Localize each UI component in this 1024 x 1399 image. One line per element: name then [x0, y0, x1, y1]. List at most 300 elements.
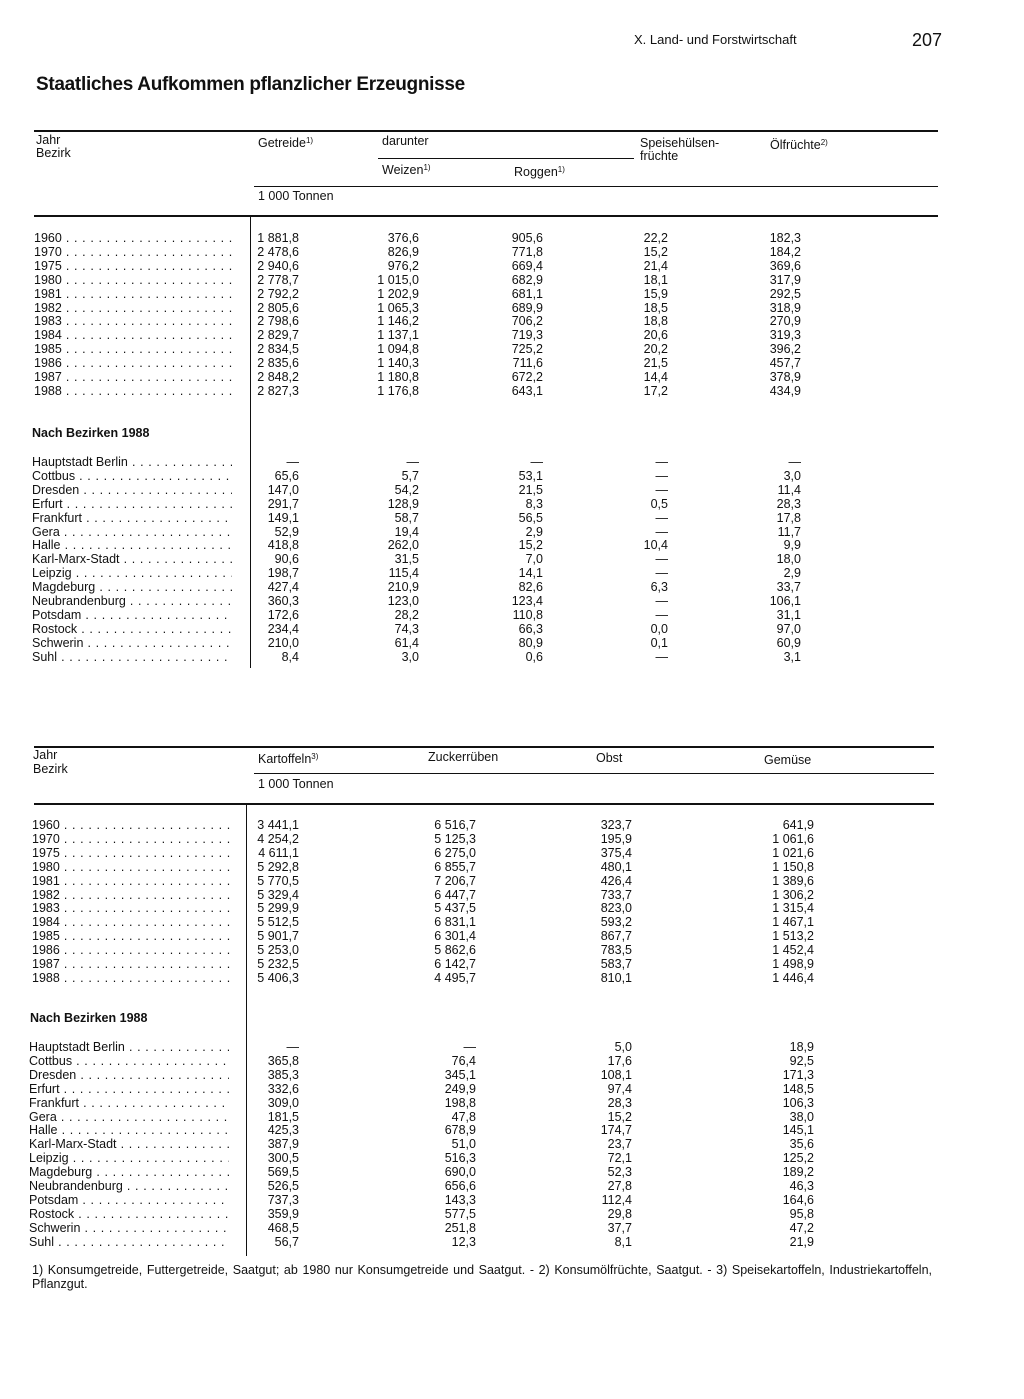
table-row — [0, 1082, 1024, 1096]
cell-roggen: 80,9 — [518, 635, 543, 650]
cell-obst: 97,4 — [607, 1081, 632, 1096]
cell-kartoffeln: 4 611,1 — [258, 845, 299, 860]
cell-roggen: 56,5 — [518, 510, 543, 525]
cell-obst: 27,8 — [607, 1179, 632, 1193]
cell-kartoffeln: 468,5 — [267, 1220, 299, 1235]
cell-weizen: — — [406, 455, 419, 469]
cell-kartoffeln: 300,5 — [267, 1151, 299, 1166]
cell-gemuese: 92,5 — [789, 1053, 814, 1068]
cell-oelfruechte: 457,7 — [769, 356, 801, 371]
cell-getreide: 52,9 — [274, 524, 299, 539]
cell-weizen: 1 146,2 — [377, 314, 419, 329]
cell-gemuese: 125,2 — [782, 1151, 814, 1166]
cell-getreide: — — [286, 455, 299, 469]
cell-speisehuelsenfruechte: — — [655, 566, 668, 581]
table-row — [0, 1096, 1024, 1110]
cell-roggen: 905,6 — [511, 231, 543, 245]
table-row — [0, 1068, 1024, 1082]
table-row — [0, 1054, 1024, 1068]
cell-obst: 112,4 — [601, 1192, 632, 1207]
cell-roggen: 689,9 — [511, 300, 543, 315]
cell-oelfruechte: 184,2 — [769, 244, 801, 259]
cell-zuckerrueben: 251,8 — [444, 1220, 476, 1235]
cell-kartoffeln: 3 441,1 — [257, 818, 299, 832]
cell-kartoffeln: 737,3 — [267, 1192, 299, 1207]
running-header-section: X. Land- und Forstwirtschaft — [634, 32, 797, 47]
cell-speisehuelsenfruechte: 0,0 — [650, 621, 668, 636]
cell-kartoffeln: 569,5 — [267, 1165, 299, 1180]
cell-roggen: 706,2 — [511, 314, 543, 329]
cell-obst: 867,7 — [600, 929, 632, 944]
cell-speisehuelsenfruechte: 18,1 — [643, 272, 668, 287]
cell-gemuese: 1 389,6 — [772, 873, 814, 888]
cell-kartoffeln: 359,9 — [267, 1206, 299, 1221]
row-label: Neubrandenburg . . . — [32, 594, 232, 608]
row-label: 1980 . . . — [32, 860, 232, 874]
cell-gemuese: 1 306,2 — [772, 887, 814, 902]
table-row — [0, 1123, 1024, 1137]
cell-zuckerrueben: 6 516,7 — [434, 818, 476, 832]
cell-zuckerrueben: 5 437,5 — [434, 901, 476, 916]
cell-roggen: 110,8 — [512, 607, 543, 622]
table-row — [0, 1151, 1024, 1165]
cell-gemuese: 1 061,6 — [772, 831, 814, 846]
cell-obst: 37,7 — [607, 1220, 632, 1235]
cell-weizen: 262,0 — [387, 538, 419, 553]
cell-kartoffeln: 5 770,5 — [257, 873, 299, 888]
cell-gemuese: 35,6 — [789, 1137, 814, 1152]
cell-zuckerrueben: 656,6 — [444, 1179, 476, 1193]
cell-oelfruechte: 319,3 — [769, 328, 801, 343]
cell-zuckerrueben: 47,8 — [451, 1109, 476, 1124]
header-speisehuelsen-1: Speisehülsen- — [640, 136, 720, 150]
cell-oelfruechte: 270,9 — [769, 314, 801, 329]
cell-weizen: 1 202,9 — [377, 286, 419, 301]
cell-obst: 583,7 — [600, 957, 632, 971]
cell-gemuese: 1 452,4 — [772, 943, 814, 958]
row-label: 1988 . . . — [32, 971, 232, 985]
cell-weizen: 1 180,8 — [377, 370, 419, 384]
cell-roggen: 2,9 — [525, 524, 543, 539]
cell-obst: 174,7 — [600, 1123, 632, 1138]
cell-kartoffeln: 332,6 — [267, 1081, 299, 1096]
row-label: Karl-Marx-Stadt . . . — [29, 1137, 229, 1151]
table-row — [0, 846, 1024, 860]
cell-weizen: 54,2 — [394, 482, 419, 497]
cell-getreide: 2 805,6 — [257, 300, 299, 315]
row-label: Neubrandenburg . . . — [29, 1179, 229, 1193]
section-label-bezirke: Nach Bezirken 1988 — [30, 1011, 148, 1025]
cell-kartoffeln: 4 254,2 — [257, 831, 299, 846]
cell-gemuese: 145,1 — [782, 1123, 814, 1138]
row-label: 1985 . . . — [32, 929, 232, 943]
cell-speisehuelsenfruechte: 18,5 — [643, 300, 668, 315]
row-label: Magdeburg . . . — [32, 580, 232, 594]
cell-roggen: 643,1 — [511, 383, 543, 398]
footnotes: 1) Konsumgetreide, Futtergetreide, Saatgut; ab 1980 nur Konsumgetreide und Saatgut. - 2) Konsumölfrüchte, Saatgut. - 3) Speisekartoffeln, Industriekartoffeln, Pflanzgut. — [32, 1263, 932, 1291]
cell-obst: 72,1 — [607, 1151, 632, 1166]
cell-getreide: 198,7 — [267, 566, 299, 581]
cell-gemuese: 18,9 — [789, 1040, 814, 1054]
cell-speisehuelsenfruechte: 17,2 — [643, 383, 668, 398]
cell-roggen: 14,1 — [518, 566, 543, 581]
cell-obst: 823,0 — [600, 901, 632, 916]
row-label: 1988 . . . — [34, 384, 234, 398]
cell-oelfruechte: 378,9 — [769, 370, 801, 384]
cell-gemuese: 148,5 — [782, 1081, 814, 1096]
cell-speisehuelsenfruechte: 18,8 — [643, 314, 668, 329]
cell-getreide: 2 940,6 — [257, 258, 299, 273]
cell-gemuese: 1 150,8 — [772, 859, 814, 874]
cell-weizen: 376,6 — [387, 231, 419, 245]
cell-weizen: 1 176,8 — [377, 383, 419, 398]
cell-weizen: 976,2 — [387, 258, 419, 273]
row-label: Suhl . . . — [32, 650, 232, 664]
cell-obst: 480,1 — [600, 859, 632, 874]
cell-getreide: 2 835,6 — [257, 356, 299, 371]
table-row — [0, 971, 1024, 985]
row-label: 1986 . . . — [34, 356, 234, 370]
cell-speisehuelsenfruechte: — — [655, 594, 668, 608]
cell-weizen: 1 065,3 — [377, 300, 419, 315]
header-weizen-label: Weizen — [382, 163, 424, 177]
header-gemuese: Gemüse — [764, 753, 812, 767]
cell-obst: 733,7 — [600, 887, 632, 902]
cell-weizen: 123,0 — [387, 594, 419, 608]
row-label: 1987 . . . — [32, 957, 232, 971]
cell-roggen: 123,4 — [511, 594, 543, 608]
cell-roggen: 7,0 — [525, 552, 543, 567]
cell-gemuese: 47,2 — [789, 1220, 814, 1235]
row-label: Potsdam . . . — [32, 608, 232, 622]
cell-zuckerrueben: 6 447,7 — [434, 887, 476, 902]
cell-getreide: 172,6 — [267, 607, 299, 622]
table-row — [0, 874, 1024, 888]
cell-getreide: 2 834,5 — [257, 342, 299, 357]
cell-getreide: 360,3 — [267, 594, 299, 608]
cell-zuckerrueben: 6 275,0 — [434, 845, 476, 860]
cell-weizen: 61,4 — [394, 635, 419, 650]
row-label: 1960 . . . — [34, 231, 234, 245]
cell-obst: 23,7 — [607, 1137, 632, 1152]
cell-obst: 29,8 — [607, 1206, 632, 1221]
page-number: 207 — [912, 30, 943, 50]
row-label: Hauptstadt Berlin . . . — [29, 1040, 229, 1054]
row-label: Karl-Marx-Stadt . . . — [32, 552, 232, 566]
section-label-bezirke: Nach Bezirken 1988 — [32, 426, 150, 440]
row-label: Halle . . . — [29, 1123, 229, 1137]
cell-zuckerrueben: 6 142,7 — [434, 957, 476, 971]
table-row — [0, 915, 1024, 929]
cell-speisehuelsenfruechte: — — [655, 510, 668, 525]
table-row — [0, 1207, 1024, 1221]
cell-oelfruechte: 3,0 — [783, 468, 801, 483]
row-label: Frankfurt . . . — [29, 1096, 229, 1110]
cell-kartoffeln: 5 512,5 — [257, 915, 299, 930]
cell-weizen: 58,7 — [394, 510, 419, 525]
cell-kartoffeln: 5 292,8 — [257, 859, 299, 874]
cell-oelfruechte: 2,9 — [783, 566, 801, 581]
header-jahr: Jahr — [36, 133, 61, 147]
cell-roggen: 53,1 — [518, 468, 543, 483]
cell-getreide: 418,8 — [267, 538, 299, 553]
cell-getreide: 8,4 — [281, 649, 299, 664]
cell-kartoffeln: 5 232,5 — [257, 957, 299, 971]
row-label: 1982 . . . — [32, 888, 232, 902]
row-label: Suhl . . . — [29, 1235, 229, 1249]
cell-zuckerrueben: 690,0 — [444, 1165, 476, 1180]
cell-zuckerrueben: 198,8 — [444, 1095, 476, 1110]
cell-weizen: 1 094,8 — [377, 342, 419, 357]
cell-oelfruechte: 31,1 — [776, 607, 801, 622]
cell-roggen: — — [530, 455, 543, 469]
cell-getreide: 149,1 — [267, 510, 299, 525]
row-label: 1984 . . . — [32, 915, 232, 929]
cell-roggen: 672,2 — [511, 370, 543, 384]
cell-weizen: 1 015,0 — [377, 272, 419, 287]
cell-getreide: 1 881,8 — [257, 231, 299, 245]
cell-speisehuelsenfruechte: 22,2 — [643, 231, 668, 245]
cell-weizen: 31,5 — [394, 552, 419, 567]
cell-oelfruechte: 182,3 — [769, 231, 801, 245]
cell-roggen: 0,6 — [525, 649, 543, 664]
unit-label: 1 000 Tonnen — [258, 777, 334, 791]
row-label: Erfurt . . . — [29, 1082, 229, 1096]
row-label: Gera . . . — [29, 1110, 229, 1124]
row-label: 1980 . . . — [34, 273, 234, 287]
cell-obst: 8,1 — [614, 1234, 632, 1249]
cell-gemuese: 21,9 — [789, 1234, 814, 1249]
row-label: Frankfurt . . . — [32, 511, 232, 525]
table-row — [0, 860, 1024, 874]
cell-obst: 195,9 — [600, 831, 632, 846]
cell-getreide: 210,0 — [267, 635, 299, 650]
table-row — [0, 818, 1024, 832]
cell-obst: 810,1 — [600, 970, 632, 985]
cell-speisehuelsenfruechte: — — [655, 468, 668, 483]
cell-zuckerrueben: 6 301,4 — [434, 929, 476, 944]
row-label: Cottbus . . . — [32, 469, 232, 483]
row-label: Dresden . . . — [29, 1068, 229, 1082]
cell-roggen: 682,9 — [511, 272, 543, 287]
header-speisehuelsen-2: früchte — [640, 149, 679, 163]
table-row — [0, 901, 1024, 915]
cell-zuckerrueben: 76,4 — [451, 1053, 476, 1068]
footnote-ref-3: 3) — [311, 752, 319, 761]
table-row — [0, 1110, 1024, 1124]
header-oelfruechte-label: Ölfrüchte — [770, 138, 821, 152]
cell-weizen: 210,9 — [387, 580, 419, 595]
cell-weizen: 115,4 — [388, 566, 419, 581]
header-zuckerrueben: Zuckerrüben — [428, 750, 499, 764]
cell-weizen: 128,9 — [387, 496, 419, 511]
cell-oelfruechte: 396,2 — [769, 342, 801, 357]
cell-getreide: 2 829,7 — [257, 328, 299, 343]
cell-zuckerrueben: 51,0 — [451, 1137, 476, 1152]
cell-gemuese: 46,3 — [789, 1179, 814, 1193]
cell-oelfruechte: 9,9 — [783, 538, 801, 553]
row-label: 1983 . . . — [32, 901, 232, 915]
cell-oelfruechte: 33,7 — [776, 580, 801, 595]
cell-speisehuelsenfruechte: 21,5 — [643, 356, 668, 371]
cell-kartoffeln: 5 406,3 — [257, 970, 299, 985]
cell-oelfruechte: 18,0 — [776, 552, 801, 567]
table-top-rule — [34, 746, 934, 748]
cell-roggen: 66,3 — [518, 621, 543, 636]
table-row — [0, 1179, 1024, 1193]
row-label: 1970 . . . — [32, 832, 232, 846]
cell-zuckerrueben: 7 206,7 — [434, 873, 476, 888]
cell-speisehuelsenfruechte: 20,2 — [643, 342, 668, 357]
cell-zuckerrueben: 12,3 — [451, 1234, 476, 1249]
row-label: 1970 . . . — [34, 245, 234, 259]
cell-getreide: 2 827,3 — [257, 383, 299, 398]
cell-zuckerrueben: 6 831,1 — [434, 915, 476, 930]
table-row — [0, 832, 1024, 846]
cell-weizen: 19,4 — [394, 524, 419, 539]
cell-roggen: 21,5 — [518, 482, 543, 497]
cell-gemuese: 1 513,2 — [772, 929, 814, 944]
header-bezirk: Bezirk — [33, 762, 68, 776]
table-row — [0, 1165, 1024, 1179]
cell-getreide: 2 778,7 — [257, 272, 299, 287]
cell-kartoffeln: 385,3 — [267, 1067, 299, 1082]
row-label: 1981 . . . — [34, 287, 234, 301]
cell-oelfruechte: 434,9 — [769, 383, 801, 398]
cell-roggen: 82,6 — [518, 580, 543, 595]
cell-speisehuelsenfruechte: 0,1 — [650, 635, 668, 650]
cell-speisehuelsenfruechte: 21,4 — [643, 258, 668, 273]
row-label: Dresden . . . — [32, 483, 232, 497]
page-title: Staatliches Aufkommen pflanzlicher Erzeugnisse — [36, 74, 465, 95]
cell-getreide: 90,6 — [274, 552, 299, 567]
cell-getreide: 427,4 — [267, 580, 299, 595]
row-label: Halle . . . — [32, 538, 232, 552]
cell-oelfruechte: 11,7 — [777, 524, 801, 539]
cell-speisehuelsenfruechte: 15,9 — [643, 286, 668, 301]
row-label: 1981 . . . — [32, 874, 232, 888]
footnote-ref-1: 1) — [305, 136, 314, 145]
cell-speisehuelsenfruechte: 0,5 — [650, 496, 668, 511]
cell-obst: 15,2 — [607, 1109, 632, 1124]
cell-roggen: 669,4 — [511, 258, 543, 273]
cell-zuckerrueben: 516,3 — [444, 1151, 476, 1166]
cell-speisehuelsenfruechte: — — [655, 552, 668, 567]
cell-obst: 5,0 — [614, 1040, 632, 1054]
cell-zuckerrueben: 678,9 — [444, 1123, 476, 1138]
footnote-ref-2: 2) — [820, 138, 828, 147]
cell-roggen: 711,6 — [512, 356, 543, 371]
cell-gemuese: 1 498,9 — [772, 957, 814, 971]
cell-speisehuelsenfruechte: 6,3 — [650, 580, 668, 595]
cell-oelfruechte: 28,3 — [776, 496, 801, 511]
header-kartoffeln — [258, 750, 318, 766]
header-bezirk: Bezirk — [36, 146, 71, 160]
row-label: Leipzig . . . — [29, 1151, 229, 1165]
cell-obst: 593,2 — [600, 915, 632, 930]
cell-weizen: 826,9 — [387, 244, 419, 259]
cell-kartoffeln: 387,9 — [267, 1137, 299, 1152]
cell-obst: 323,7 — [600, 818, 632, 832]
header-darunter: darunter — [382, 134, 429, 148]
cell-speisehuelsenfruechte: — — [655, 649, 668, 664]
cell-kartoffeln: 56,7 — [274, 1234, 299, 1249]
row-label: 1982 . . . — [34, 301, 234, 315]
cell-gemuese: 106,3 — [782, 1095, 814, 1110]
cell-obst: 108,1 — [600, 1067, 632, 1082]
cell-roggen: 725,2 — [511, 342, 543, 357]
cell-obst: 17,6 — [607, 1053, 632, 1068]
cell-oelfruechte: 292,5 — [769, 286, 801, 301]
cell-weizen: 3,0 — [401, 649, 419, 664]
cell-speisehuelsenfruechte: — — [655, 455, 668, 469]
cell-oelfruechte: 106,1 — [769, 594, 801, 608]
row-label: Leipzig . . . — [32, 566, 232, 580]
cell-kartoffeln: 5 901,7 — [257, 929, 299, 944]
table-row — [0, 943, 1024, 957]
header-getreide-label: Getreide — [258, 136, 306, 150]
cell-gemuese: 38,0 — [789, 1109, 814, 1124]
cell-getreide: 234,4 — [267, 621, 299, 636]
cell-oelfruechte: 97,0 — [776, 621, 801, 636]
cell-kartoffeln: 5 329,4 — [257, 887, 299, 902]
cell-getreide: 2 848,2 — [257, 370, 299, 384]
cell-zuckerrueben: 4 495,7 — [434, 970, 476, 985]
cell-oelfruechte: 317,9 — [769, 272, 801, 287]
cell-gemuese: 1 467,1 — [772, 915, 814, 930]
cell-speisehuelsenfruechte: 14,4 — [643, 370, 668, 384]
cell-oelfruechte: 11,4 — [777, 482, 801, 497]
row-label: Schwerin . . . — [32, 636, 232, 650]
cell-roggen: 771,8 — [511, 244, 543, 259]
row-label: 1983 . . . — [34, 314, 234, 328]
cell-obst: 375,4 — [600, 845, 632, 860]
cell-zuckerrueben: 249,9 — [444, 1081, 476, 1096]
cell-kartoffeln: 181,5 — [267, 1109, 299, 1124]
cell-speisehuelsenfruechte: — — [655, 524, 668, 539]
row-label: 1960 . . . — [32, 818, 232, 832]
unit-label: 1 000 Tonnen — [258, 189, 334, 203]
header-kartoffeln-label: Kartoffeln — [258, 752, 312, 766]
cell-speisehuelsenfruechte: 15,2 — [643, 244, 668, 259]
cell-gemuese: 641,9 — [782, 818, 814, 832]
cell-zuckerrueben: — — [463, 1040, 476, 1054]
cell-roggen: 8,3 — [525, 496, 543, 511]
cell-kartoffeln: 5 253,0 — [257, 943, 299, 958]
row-label: Erfurt . . . — [32, 497, 232, 511]
cell-oelfruechte: 3,1 — [783, 649, 801, 664]
table-row — [0, 957, 1024, 971]
row-label: 1975 . . . — [34, 259, 234, 273]
footnote-ref-1: 1) — [557, 165, 565, 174]
table-row — [0, 1221, 1024, 1235]
cell-weizen: 74,3 — [394, 621, 419, 636]
cell-kartoffeln: 526,5 — [267, 1179, 299, 1193]
cell-gemuese: 1 021,6 — [772, 845, 814, 860]
cell-kartoffeln: 425,3 — [267, 1123, 299, 1138]
row-label: Schwerin . . . — [29, 1221, 229, 1235]
cell-gemuese: 171,3 — [782, 1067, 814, 1082]
cell-zuckerrueben: 5 125,3 — [434, 831, 476, 846]
cell-oelfruechte: 318,9 — [769, 300, 801, 315]
cell-getreide: 2 478,6 — [257, 244, 299, 259]
cell-weizen: 28,2 — [394, 607, 419, 622]
cell-kartoffeln: — — [286, 1040, 299, 1054]
cell-roggen: 15,2 — [518, 538, 543, 553]
cell-zuckerrueben: 6 855,7 — [434, 859, 476, 874]
row-label: 1975 . . . — [32, 846, 232, 860]
cell-obst: 426,4 — [600, 873, 632, 888]
